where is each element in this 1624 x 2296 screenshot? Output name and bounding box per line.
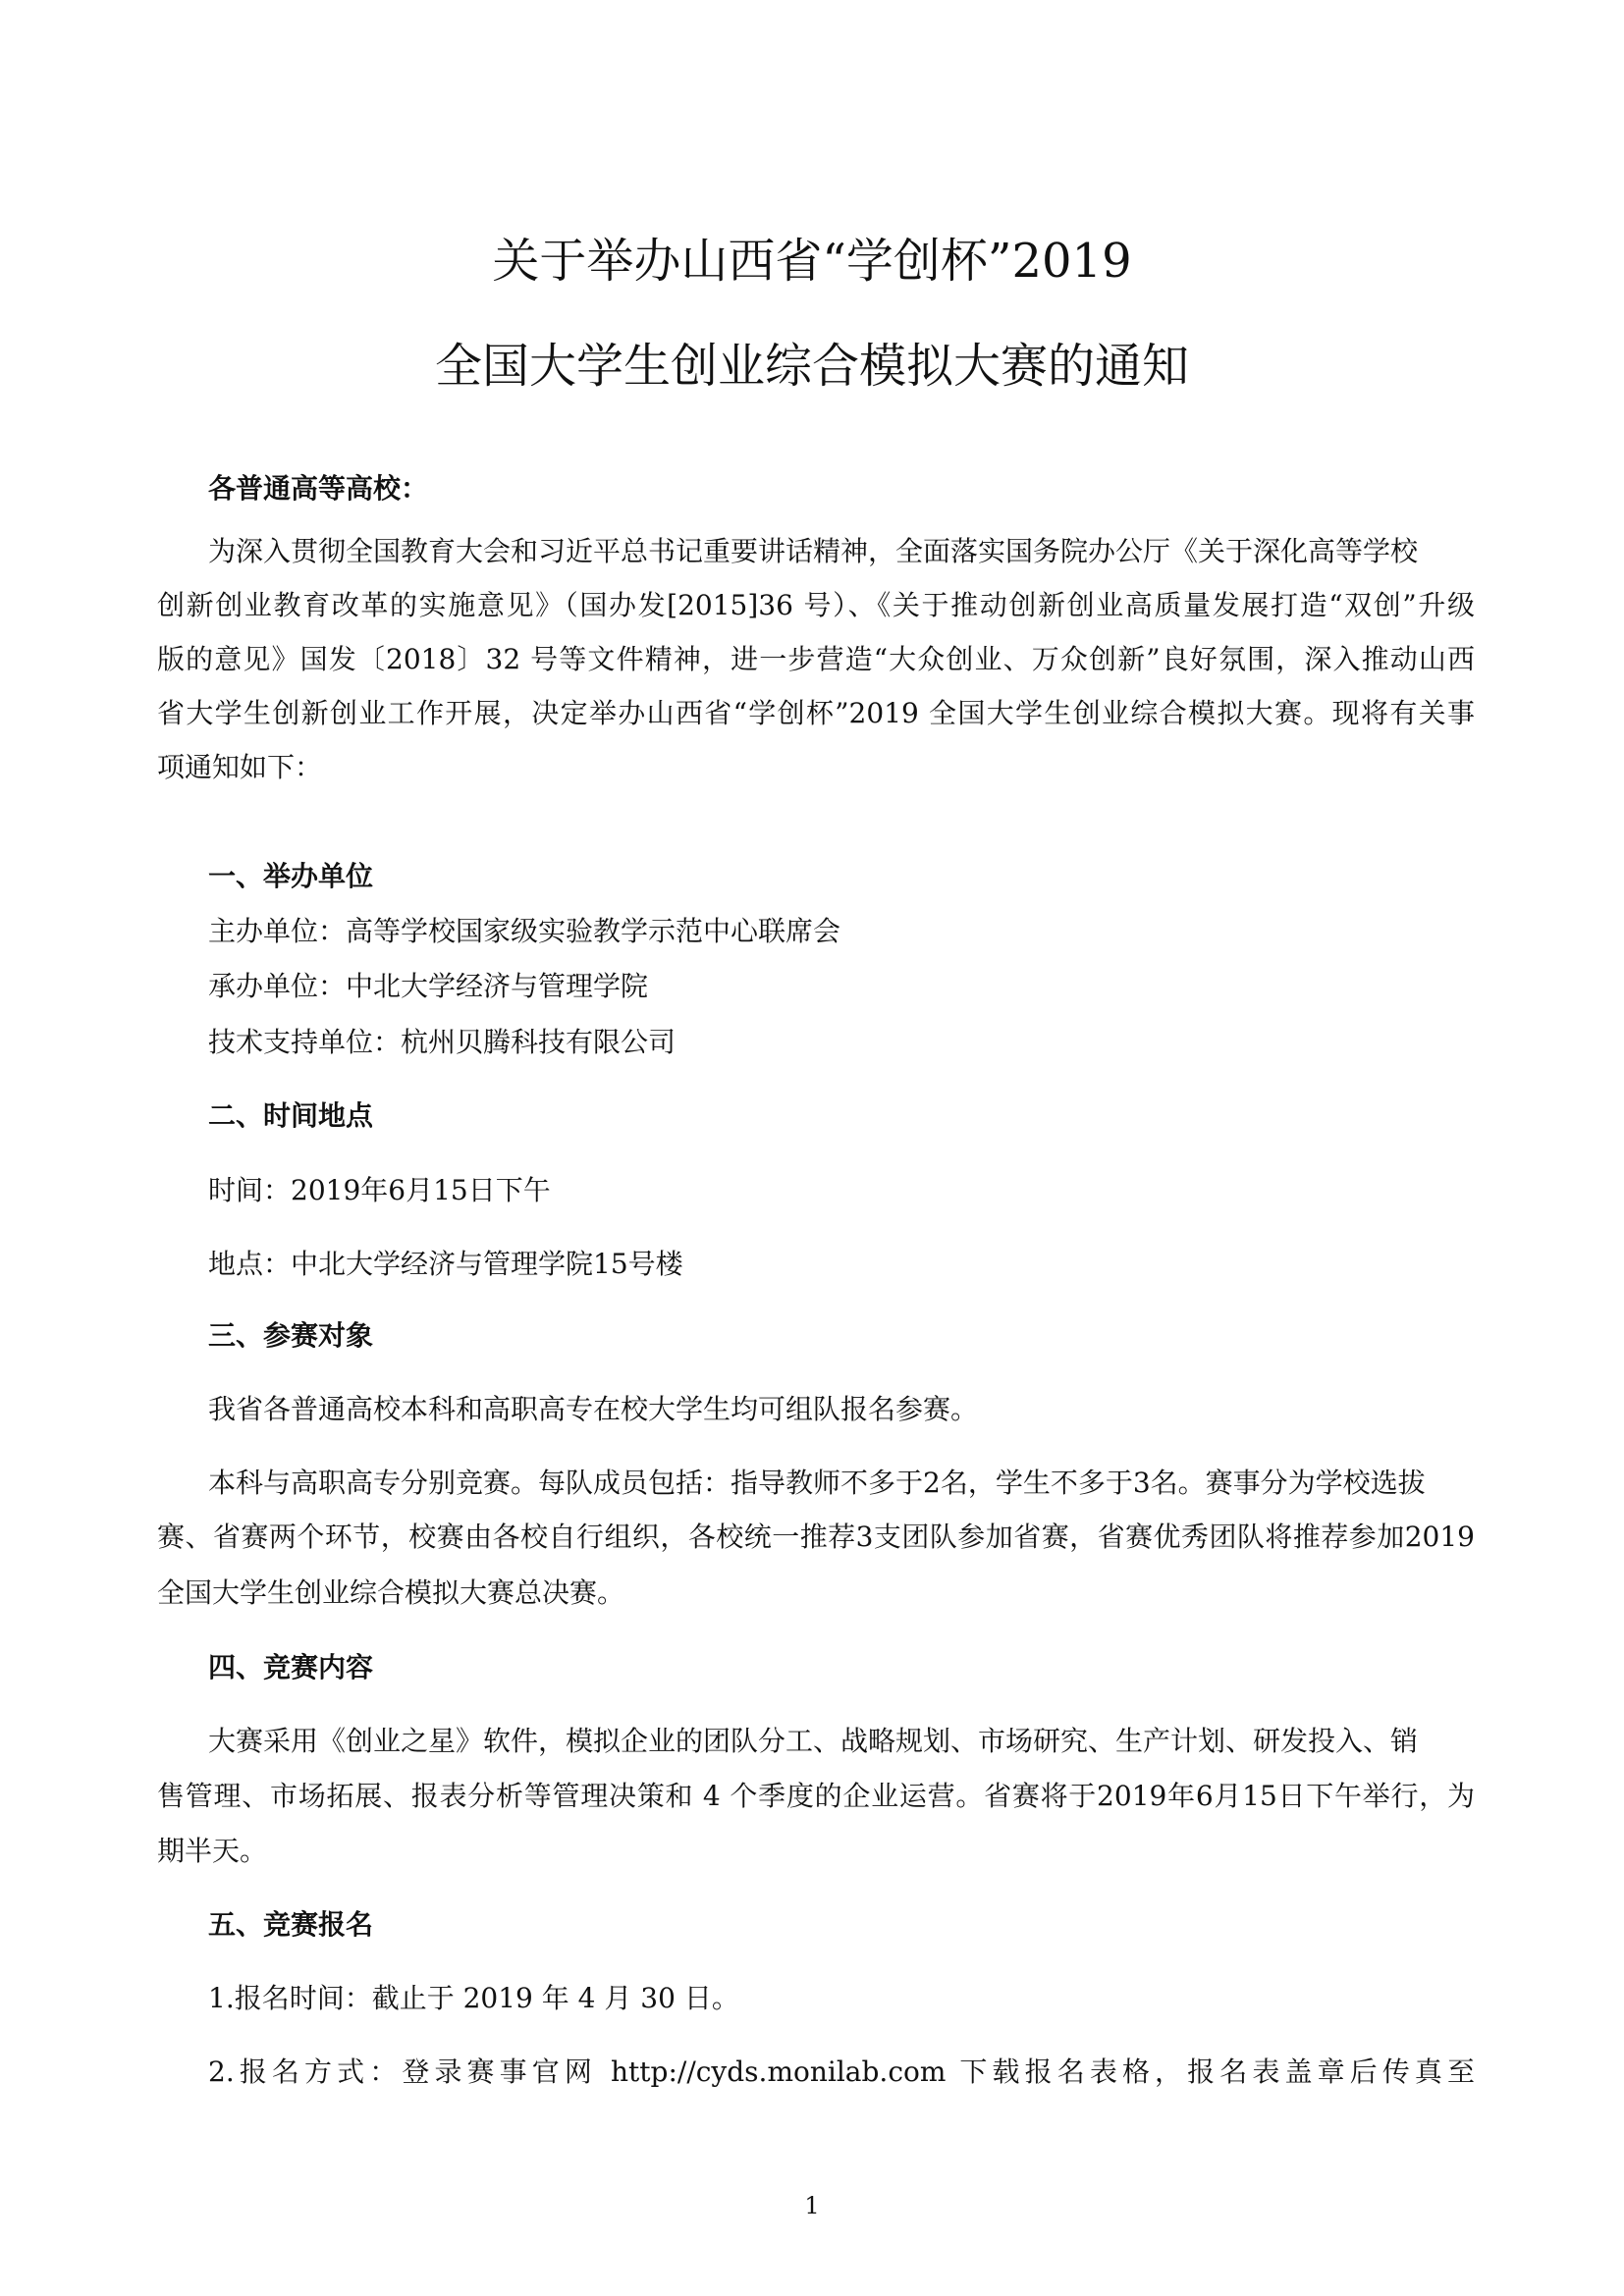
registration-method: 2.报名方式：登录赛事官网 http://cyds.monilab.com 下载报名表格，报名表盖章后传真至 xyxy=(208,2056,1475,2088)
section-heading-participants: 三、参赛对象 xyxy=(208,1319,374,1352)
event-place: 地点：中北大学经济与管理学院15号楼 xyxy=(208,1248,683,1280)
organizer-tech-support: 技术支持单位：杭州贝腾科技有限公司 xyxy=(208,1026,677,1058)
content-line-2: 售管理、市场拓展、报表分析等管理决策和 4 个季度的企业运营。省赛将于2019年6月15日下午举行，为 xyxy=(157,1780,1475,1812)
organizer-host: 主办单位：高等学校国家级实验教学示范中心联席会 xyxy=(208,915,841,947)
salutation: 各普通高等高校： xyxy=(208,472,429,505)
intro-line-2: 创新创业教育改革的实施意见》（国办发[2015]36 号）、《关于推动创新创业高质量发展打造“双创”升级 xyxy=(157,589,1475,621)
rules-line-2: 赛、省赛两个环节，校赛由各校自行组织，各校统一推荐3支团队参加省赛，省赛优秀团队将推荐参加2019 xyxy=(157,1521,1475,1553)
registration-deadline: 1.报名时间：截止于 2019 年 4 月 30 日。 xyxy=(208,1982,739,2014)
intro-line-1: 为深入贯彻全国教育大会和习近平总书记重要讲话精神，全面落实国务院办公厅《关于深化高等学校 xyxy=(208,535,1419,567)
rules-line-1: 本科与高职高专分别竞赛。每队成员包括：指导教师不多于2名，学生不多于3名。赛事分为学校选拔 xyxy=(208,1467,1426,1499)
section-heading-registration: 五、竞赛报名 xyxy=(208,1908,374,1941)
participants-paragraph: 我省各普通高校本科和高职高专在校大学生均可组队报名参赛。 xyxy=(208,1393,979,1425)
document-title-line-2: 全国大学生创业综合模拟大赛的通知 xyxy=(434,339,1189,394)
content-line-3: 期半天。 xyxy=(157,1835,268,1867)
section-heading-content: 四、竞赛内容 xyxy=(208,1651,374,1683)
rules-line-3: 全国大学生创业综合模拟大赛总决赛。 xyxy=(157,1576,625,1609)
page-number: 1 xyxy=(804,2192,820,2219)
document-title-line-1: 关于举办山西省“学创杯”2019 xyxy=(492,234,1132,289)
content-line-1: 大赛采用《创业之星》软件，模拟企业的团队分工、战略规划、市场研究、生产计划、研发投入、销 xyxy=(208,1725,1419,1757)
intro-line-4: 省大学生创新创业工作开展，决定举办山西省“学创杯”2019 全国大学生创业综合模拟大赛。现将有关事 xyxy=(157,697,1475,729)
section-heading-time-place: 二、时间地点 xyxy=(208,1099,374,1132)
intro-line-3: 版的意见》国发〔2018〕32 号等文件精神，进一步营造“大众创业、万众创新”良好氛围，深入推动山西 xyxy=(157,643,1475,675)
intro-line-5: 项通知如下： xyxy=(157,751,323,783)
section-heading-organizers: 一、举办单位 xyxy=(208,860,374,892)
organizer-undertaker: 承办单位：中北大学经济与管理学院 xyxy=(208,970,649,1002)
event-time: 时间：2019年6月15日下午 xyxy=(208,1174,551,1206)
